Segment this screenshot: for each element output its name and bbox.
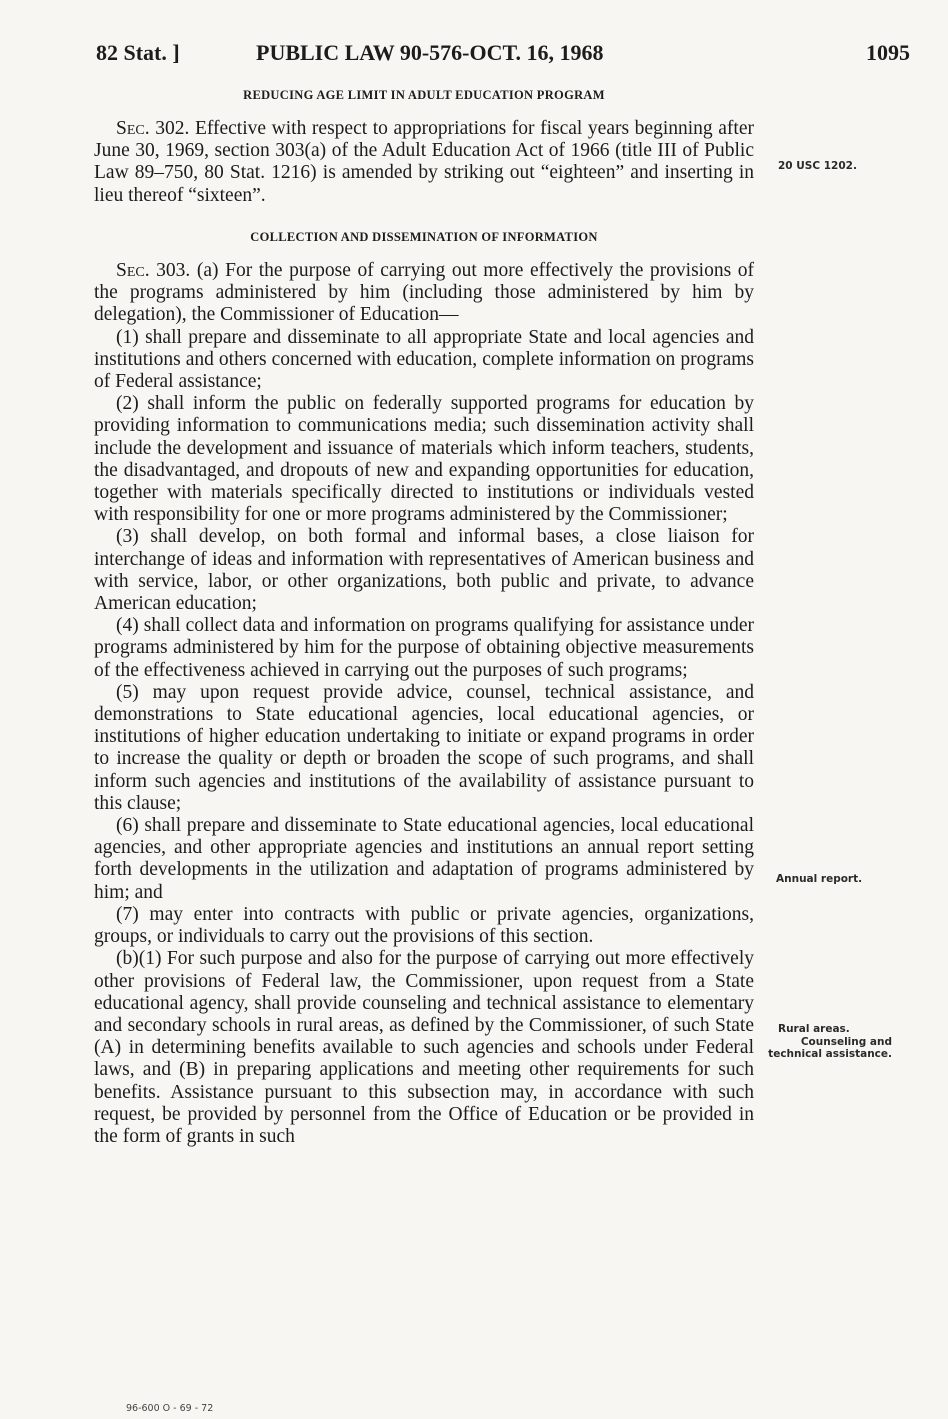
margin-note-counseling: Counseling and technical assistance. (768, 1036, 892, 1060)
section-302-body (94, 118, 754, 207)
section-303-label: Sec. 303. (116, 260, 191, 281)
list-item: (5) may upon request provide advice, counsel, technical assistance, and demonstrations to State educational agencies, local educational agencies, or institutions of higher education undertaking to initiate or expand programs in order to increase the quality or depth or broaden the scope of such programs, and shall inform such agencies and institutions of the availability of assistance pursuant to this clause; (94, 681, 754, 814)
list-item: (7) may enter into contracts with public or private agencies, organizations, groups, or individuals to carry out the provisions of this section. (94, 903, 754, 948)
section-302-heading: REDUCING AGE LIMIT IN ADULT EDUCATION PROGRAM (243, 88, 605, 102)
section-302-label: Sec. 302. (116, 118, 190, 139)
list-item: (6) shall prepare and disseminate to State educational agencies, local educational agencies, and other appropriate agencies and institutions an annual report setting forth developments in the utilization and adaptation of programs administered by him; and (94, 815, 754, 903)
section-303-body (94, 260, 754, 1148)
section-303-heading: COLLECTION AND DISSEMINATION OF INFORMATION (250, 230, 598, 244)
margin-note-annual-report: Annual report. (776, 873, 863, 885)
subsection-b: (b)(1) For such purpose and also for the purpose of carrying out more effectively other provisions of Federal law, the Commissioner, upon request from a State educational agency, shall provide counseling and technical assistance to elementary and secondary schools in rural areas, as defined by the Commissioner, of such State (A) in determining benefits available to such agencies and schools under Federal laws, and (B) in preparing applications and meeting other requirements for such benefits. Assistance pursuant to this subsection may, in accordance with such request, be provided by personnel from the Office of Education or be provided in the form of grants in such (94, 948, 754, 1147)
list-item: (3) shall develop, on both formal and informal bases, a close liaison for interchange of ideas and information with representatives of American business and with service, labor, or other organizations, both public and private, to advance American education; (94, 526, 754, 615)
print-code: 96-600 O - 69 - 72 (126, 1403, 214, 1414)
page-number: 1095 (866, 40, 910, 65)
list-item: (1) shall prepare and disseminate to all appropriate State and local agencies and institutions and others concerned with education, complete information on programs of Federal assistance; (94, 326, 754, 393)
margin-note-usc: 20 USC 1202. (778, 160, 857, 172)
page-title: PUBLIC LAW 90-576-OCT. 16, 1968 (256, 40, 604, 65)
stat-reference: 82 Stat. ] (96, 40, 180, 65)
section-303-intro: (a) For the purpose of carrying out more effectively the provisions of the programs administered by him (including those administered by him by delegation), the Commissioner of Education— (94, 260, 754, 326)
list-item: (2) shall inform the public on federally supported programs for education by providing information to communications media; such dissemination activity shall include the development and issuance of materials which inform teachers, students, the disadvantaged, and dropouts of new and expanding opportunities for education, together with materials specifically directed to institutions or individuals vested with responsibility for one or more programs administered by the Commissioner; (94, 393, 754, 526)
list-item: (4) shall collect data and information on programs qualifying for assistance under programs administered by him for the purpose of obtaining objective measurements of the effectiveness achieved in carrying out the purposes of such programs; (94, 615, 754, 681)
margin-note-rural-areas: Rural areas. (778, 1023, 850, 1035)
section-302-text: Effective with respect to appropriations for fiscal years beginning after June 30, 1969, section 303(a) of the Adult Education Act of 1966 (title III of Public Law 89–750, 80 Stat. 1216) is amended by striking out “eighteen” and inserting in lieu thereof “sixteen”. (94, 118, 754, 206)
